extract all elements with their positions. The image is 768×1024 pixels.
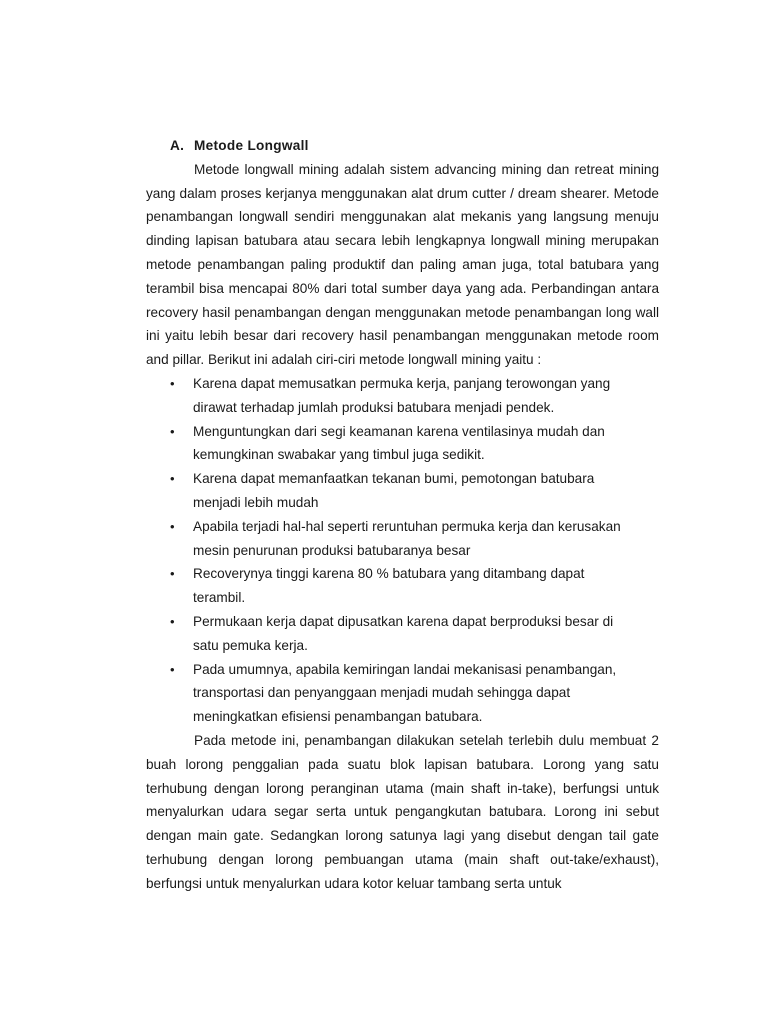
list-item: [146, 467, 659, 515]
list-item-text: Permukaan kerja dapat dipusatkan karena dapat berproduksi besar di satu pemuka kerja.: [193, 613, 614, 653]
list-item-text: Karena dapat memusatkan permuka kerja, panjang terowongan yang dirawat terhadap jumlah produksi batubara menjadi pendek.: [193, 375, 611, 415]
characteristics-list: [146, 372, 659, 729]
section-heading: [170, 134, 659, 158]
list-item: [146, 420, 659, 468]
list-item: [146, 372, 659, 420]
list-item-text: Menguntungkan dari segi keamanan karena ventilasinya mudah dan kemungkinan swabakar yang timbul juga sedikit.: [193, 423, 605, 463]
list-item: [146, 562, 659, 610]
intro-paragraph: Metode longwall mining adalah sistem advancing mining dan retreat mining yang dalam proses kerjanya menggunakan alat drum cutter / dream shearer. Metode penambangan longwall sendiri menggunakan alat mekanis yang langsung menuju dinding lapisan batubara atau secara lebih lengkapnya longwall mining merupakan metode penambangan paling produktif dan paling aman juga, total batubara yang terambil bisa mencapai 80% dari total sumber daya yang ada. Perbandingan antara recovery hasil penambangan dengan menggunakan metode penambangan long wall ini yaitu lebih besar dari recovery hasil penambangan menggunakan metode room and pillar. Berikut ini adalah ciri-ciri metode longwall mining yaitu :: [146, 161, 659, 368]
second-paragraph: Pada metode ini, penambangan dilakukan setelah terlebih dulu membuat 2 buah lorong penggalian pada suatu blok lapisan batubara. Lorong yang satu terhubung dengan lorong peranginan utama (main shaft in-take), berfungsi untuk menyalurkan udara segar serta untuk pengangkutan batubara. Lorong ini sebut dengan main gate. Sedangkan lorong satunya lagi yang disebut dengan tail gate terhubung dengan lorong pembuangan utama (main shaft out-take/exhaust), berfungsi untuk menyalurkan udara kotor keluar tambang serta untuk: [146, 732, 659, 891]
bullet-icon: •: [170, 566, 175, 582]
list-item: [146, 610, 659, 658]
list-item-text: Pada umumnya, apabila kemiringan landai mekanisasi penambangan, transportasi dan penyanggaan menjadi mudah sehingga dapat meningkatkan efisiensi penambangan batubara.: [193, 661, 617, 725]
bullet-icon: •: [170, 423, 175, 439]
list-item-text: Recoverynya tinggi karena 80 % batubara yang ditambang dapat terambil.: [193, 566, 585, 606]
list-item-text: Karena dapat memanfaatkan tekanan bumi, pemotongan batubara menjadi lebih mudah: [193, 471, 595, 510]
page-content: [146, 134, 659, 896]
bullet-icon: •: [170, 375, 175, 391]
section-title: Metode Longwall: [194, 138, 309, 153]
bullet-icon: •: [170, 471, 175, 487]
bullet-icon: •: [170, 613, 175, 629]
list-item-text: Apabila terjadi hal-hal seperti reruntuhan permuka kerja dan kerusakan mesin penurunan produksi batubaranya besar: [193, 518, 621, 558]
bullet-icon: •: [170, 661, 175, 677]
list-item: [146, 658, 659, 729]
section-number: A.: [170, 138, 185, 153]
list-item: [146, 515, 659, 563]
bullet-icon: •: [170, 518, 175, 534]
